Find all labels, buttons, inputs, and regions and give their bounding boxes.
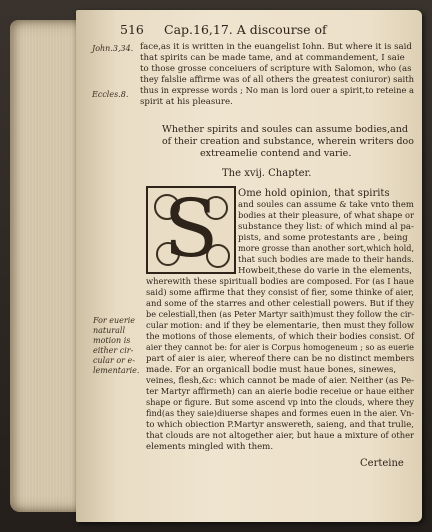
text-line: Ome hold opinion, that spirits <box>238 188 390 199</box>
margin-note-line: naturall <box>93 326 125 335</box>
margin-note-line: cular or e- <box>93 356 135 365</box>
text-line: the motions of those elements, of which their bodies consist. Of <box>146 332 415 342</box>
text-line: face,as it is written in the euangelist Iohn. But where it is said <box>140 42 412 52</box>
text-line: find(as they saie)diuerse shapes and formes euen in the aier. Vn- <box>146 409 415 419</box>
text-line: Howbeit,these do varie in the elements, <box>238 266 413 276</box>
text-line: be celestiall,then (as Peter Martyr saith)must they follow the cir- <box>146 310 415 320</box>
page-number: 516 <box>120 22 144 37</box>
text-line: veines, flesh,&c: which cannot be made of aier. Neither (as Pe- <box>146 376 414 386</box>
drop-cap-letter: S <box>163 182 219 275</box>
text-line: made. For an organicall bodie must haue bones, sinewes, <box>146 365 397 375</box>
text-line: to those grosse conceiuers of scripture with Salomon, who (as <box>140 64 412 74</box>
text-line: and some of the starres and other celestiall powers. But if they <box>146 299 415 309</box>
side-note-john: John.3,34. <box>92 44 134 53</box>
margin-note-line: For euerie <box>93 316 136 325</box>
text-line: thus in expresse words ; No man is lord ouer a spirit,to reteine a <box>140 86 415 96</box>
catchword: Certeine <box>360 458 404 469</box>
text-line: that spirits can be made tame, and at commandement, I saie <box>140 53 405 63</box>
text-line: to which obiection P.Martyr answereth, saieng, and that trulie, <box>146 420 414 430</box>
text-line: part of aier is aier, whereof there can be no distinct members <box>146 354 415 364</box>
text-line: shape or figure. But some ascend vp into the clouds, where they <box>146 398 414 408</box>
text-line: wherewith these spirituall bodies are composed. For (as I haue <box>146 277 415 287</box>
text-line: they falslie affirme was of all others the greatest coniuror) saith <box>140 75 415 85</box>
text-line: pists, and some protestants are , being <box>238 233 408 243</box>
text-line: spirit at his pleasure. <box>140 97 233 107</box>
text-line: bodies at their pleasure, of what shape or <box>238 211 414 221</box>
side-note-eccles: Eccles.8. <box>92 90 129 99</box>
text-line: more grosse than another sort,which hold, <box>238 244 415 254</box>
text-line: cular motion: and if they be elementarie, then must they follow <box>146 321 415 331</box>
margin-note-line: either cir- <box>93 346 134 355</box>
margin-note-line: motion is <box>93 336 131 345</box>
text-line: and soules can assume & take vnto them <box>238 200 414 210</box>
text-line: that such bodies are made to their hands. <box>238 255 414 265</box>
text-line: ter Martyr affirmeth) can an aierie bodie receiue or haue either <box>146 387 414 397</box>
text-line: elements mingled with them. <box>146 442 274 452</box>
summary-line: extreamelie contend and varie. <box>200 148 352 159</box>
text-line: aier they cannot be: for aier is Corpus homogeneum ; so as euerie <box>146 343 414 353</box>
summary-line: Whether spirits and soules can assume bodies,and <box>162 124 409 135</box>
running-head: Cap.16,17. A discourse of <box>164 22 327 37</box>
text-line: substance they list: of which mind al pa- <box>238 222 414 232</box>
text-line: that clouds are not altogether aier, but haue a mixture of other <box>146 431 415 441</box>
chapter-title: The xvij. Chapter. <box>222 168 312 179</box>
decorated-initial <box>146 182 236 275</box>
text-line: said) some affirme that they consist of fier, some thinke of aier, <box>146 288 414 298</box>
margin-note-line: lementarie. <box>93 366 140 375</box>
summary-line: of their creation and substance, wherein writers doo <box>162 136 414 147</box>
